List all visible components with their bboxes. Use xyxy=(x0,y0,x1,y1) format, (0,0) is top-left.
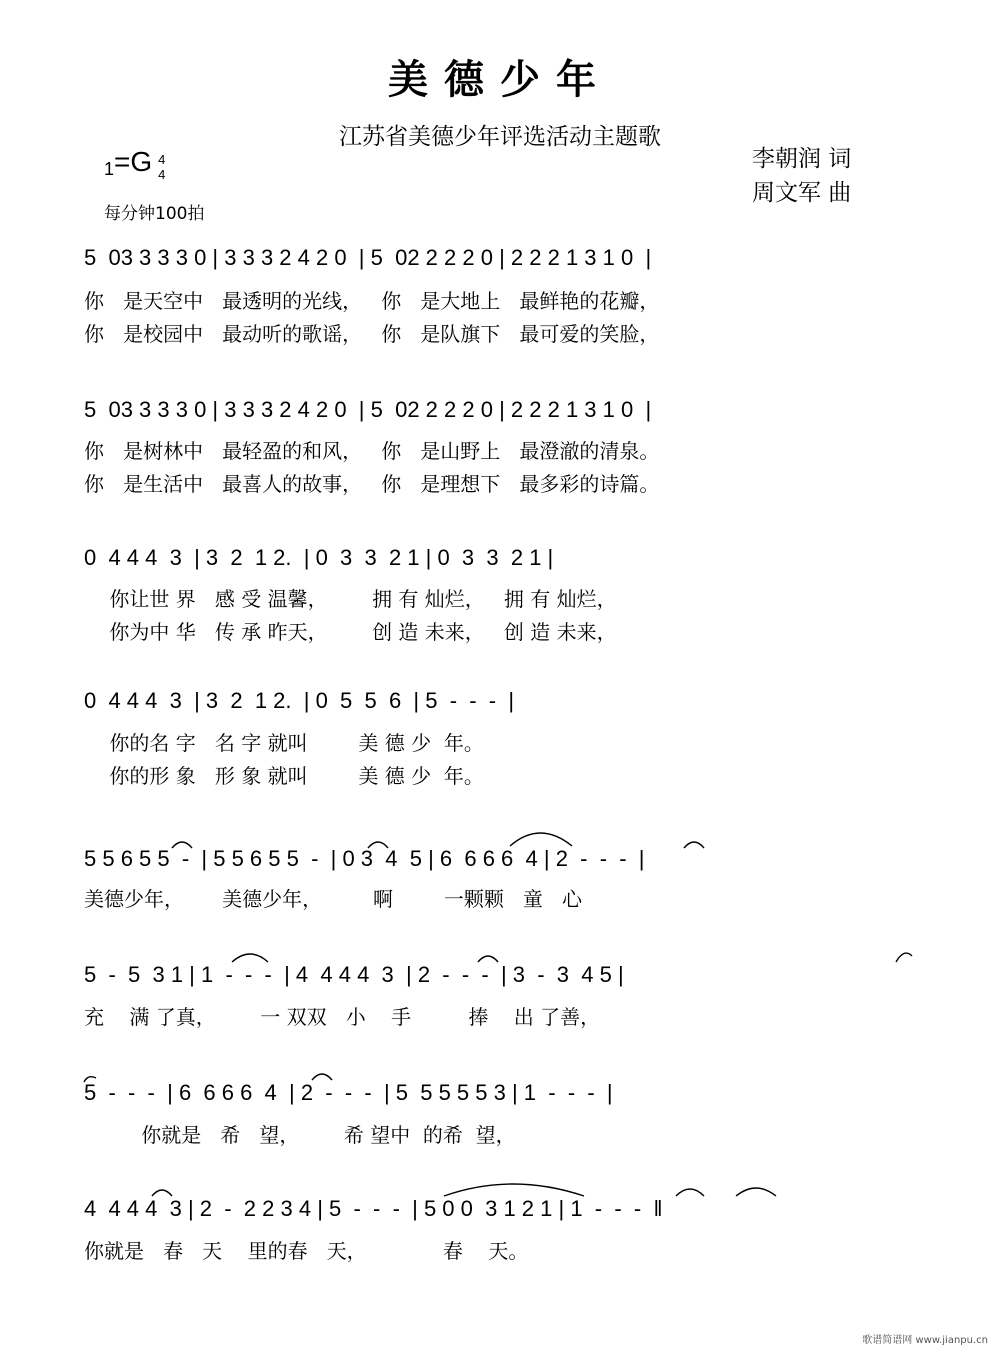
notation-line: 5 03 3 3 3 0 | 3 3 3 2 4 2 0 | 5 02 2 2 2 0 | 2 2 2 1 3 1 0 | xyxy=(84,245,652,270)
lyric-line: 你 是生活中 最喜人的故事， 你 是理想下 最多彩的诗篇。 xyxy=(84,472,660,496)
lyric-line: 你 是天空中 最透明的光线， 你 是大地上 最鲜艳的花瓣， xyxy=(84,289,660,313)
lyric-line: 美德少年， 美德少年， 啊 一颗颗 童 心 xyxy=(84,887,583,911)
tie-mark xyxy=(368,842,388,848)
notation-line: 4 4 4 4 3 | 2 - 2 2 3 4 | 5 - - - | 5 0 0 3 1 2 1 | 1 - - - ‖ xyxy=(84,1196,663,1221)
time-bottom: 4 xyxy=(158,166,166,182)
tie-mark xyxy=(152,1190,172,1196)
tie-mark xyxy=(684,842,704,848)
tie-mark xyxy=(896,953,912,962)
lyric-line: 你 是校园中 最动听的歌谣， 你 是队旗下 最可爱的笑脸， xyxy=(84,322,660,346)
key-degree: 1 xyxy=(104,159,115,179)
lyric-line: 你的形 象 形 象 就叫 美 德 少 年。 xyxy=(84,764,484,788)
tie-mark xyxy=(84,1077,96,1082)
song-subtitle: 江苏省美德少年评选活动主题歌 xyxy=(339,124,661,150)
tie-mark xyxy=(232,954,268,962)
tie-mark xyxy=(676,1189,704,1196)
tempo-marking: 每分钟100拍 xyxy=(104,204,205,224)
lyricist-credit: 李朝润 词 xyxy=(752,146,852,172)
tie-mark xyxy=(478,956,498,962)
slur-mark xyxy=(444,1184,584,1196)
notation-line: 0 4 4 4 3 | 3 2 1 2. | 0 5 5 6 | 5 - - - | xyxy=(84,688,515,713)
site-watermark: 歌谱简谱网 www.jianpu.cn xyxy=(862,1335,988,1346)
lyric-line: 你 是树林中 最轻盈的和风， 你 是山野上 最澄澈的清泉。 xyxy=(84,439,660,463)
notation-line: 5 - - - | 6 6 6 6 4 | 2 - - - | 5 5 5 5 5 3 | 1 - - - | xyxy=(84,1080,613,1105)
tie-mark xyxy=(172,842,192,848)
time-top: 4 xyxy=(158,151,166,167)
slur-mark xyxy=(510,833,572,846)
lyric-line: 你为中 华 传 承 昨天， 创 造 未来， 创 造 未来， xyxy=(84,620,617,644)
notation-line: 5 03 3 3 3 0 | 3 3 3 2 4 2 0 | 5 02 2 2 2 0 | 2 2 2 1 3 1 0 | xyxy=(84,397,652,422)
notation-line: 5 - 5 3 1 | 1 - - - | 4 4 4 4 3 | 2 - - - | 3 - 3 4 5 | xyxy=(84,962,624,987)
tie-mark xyxy=(312,1074,332,1080)
song-title: 美德少年 xyxy=(388,56,612,103)
key-name: =G xyxy=(114,146,153,177)
notation-line: 5 5 6 5 5 - | 5 5 6 5 5 - | 0 3 4 5 | 6 6 6 6 4 | 2 - - - | xyxy=(84,846,645,871)
lyric-line: 你让世 界 感 受 温馨， 拥 有 灿烂， 拥 有 灿烂， xyxy=(84,587,617,611)
composer-credit: 周文军 曲 xyxy=(752,180,852,206)
lyric-line: 你就是 春 天 里的春 天， 春 天。 xyxy=(84,1239,529,1263)
tie-mark xyxy=(736,1188,776,1196)
lyric-line: 充 满 了真， 一 双双 小 手 捧 出 了善， xyxy=(84,1005,601,1029)
notation-line: 0 4 4 4 3 | 3 2 1 2. | 0 3 3 2 1 | 0 3 3 2 1 | xyxy=(84,545,554,570)
lyric-line: 你就是 希 望， 希 望中 的希 望， xyxy=(84,1123,516,1147)
lyric-line: 你的名 字 名 字 就叫 美 德 少 年。 xyxy=(84,731,484,755)
